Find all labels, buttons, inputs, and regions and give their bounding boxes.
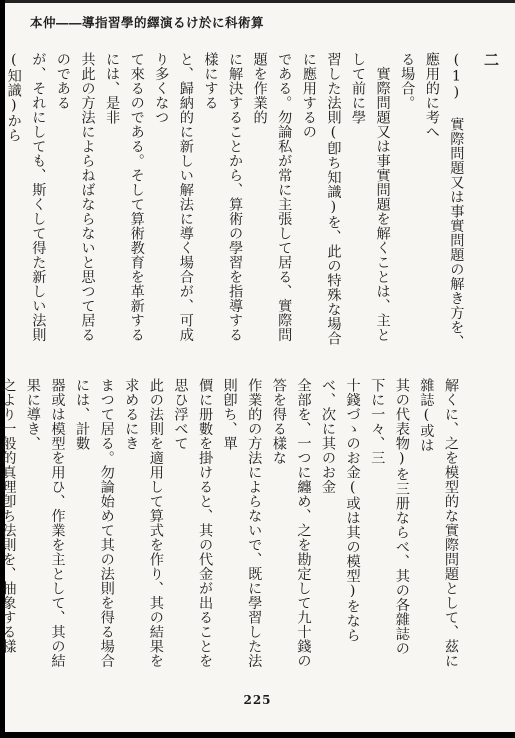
text-line: 價に册數を掛けると、其の代金が出ることを思ひ浮べて [172,378,214,668]
scan-edge-bottom [0,732,515,738]
text-line: と、歸納的に新しい解法に導く場合が、可成り多くなつ [153,52,194,342]
text-line: 解くに、之を模型的な實際問題として、茲に雜誌(或は [418,378,459,668]
top-lines [0,52,468,354]
text-line: 共此の方法によらねばならないと思つて居るのである [54,52,96,342]
text-line: 作業的の方法によらないで、既に學習した法則卽ち、單 [221,378,263,668]
text-line: 此の法則を適用して算式を作り、其の結果を求めるにき [123,378,164,668]
bottom-lines [0,378,463,668]
text-line: に解決することから、算術の學習を指導する樣にする [202,52,244,342]
page-number: 225 [243,693,272,707]
text-line: である。勿論私が常に主張して居る、實際問題を作業的 [251,52,293,342]
text-line: 器或は模型を用ひ、作業を主として、其の結果に導き、 [24,378,66,668]
text-line [0,52,1,354]
bottom-text-column [0,378,463,668]
text-line: 其の代表物)を三册ならべ、其の各雜誌の下に一々、三 [369,378,410,656]
running-head: 算術科に於ける演繹的學習指導――仲本 [30,15,265,30]
text-line: が、それにしても、斯くして得た新しい法則(知識)から [5,52,47,342]
text-line: 之より一般的真理卽ち法則を、抽象する樣 [0,378,17,654]
text-line: (1) 實際問題又は事實問題の解き方を、應用的に考へ [423,52,465,350]
text-line: 全部を、一つに纏め、之を勘定して九十錢の答を得る樣な [270,378,312,668]
text-line: る場合。 [399,52,416,110]
text-line: 習した法則(卽ち知識)を、此の特殊な場合に應用するの [300,52,342,346]
section-number: 二 [482,52,500,68]
scan-edge-top [0,0,515,3]
text-line: て來るのである。そして算術教育を革新するには、是非 [104,52,145,342]
text-line: 十錢づゝのお金(或は其の模型)をならべ、次に其のお金 [320,378,361,643]
top-text-column [5,52,503,354]
text-line: 實際問題又は事實問題を解くことは、主として前に學 [350,52,391,342]
text-line: まつて居る。勿論始めて其の法則を得る場合には、計數 [74,378,115,668]
